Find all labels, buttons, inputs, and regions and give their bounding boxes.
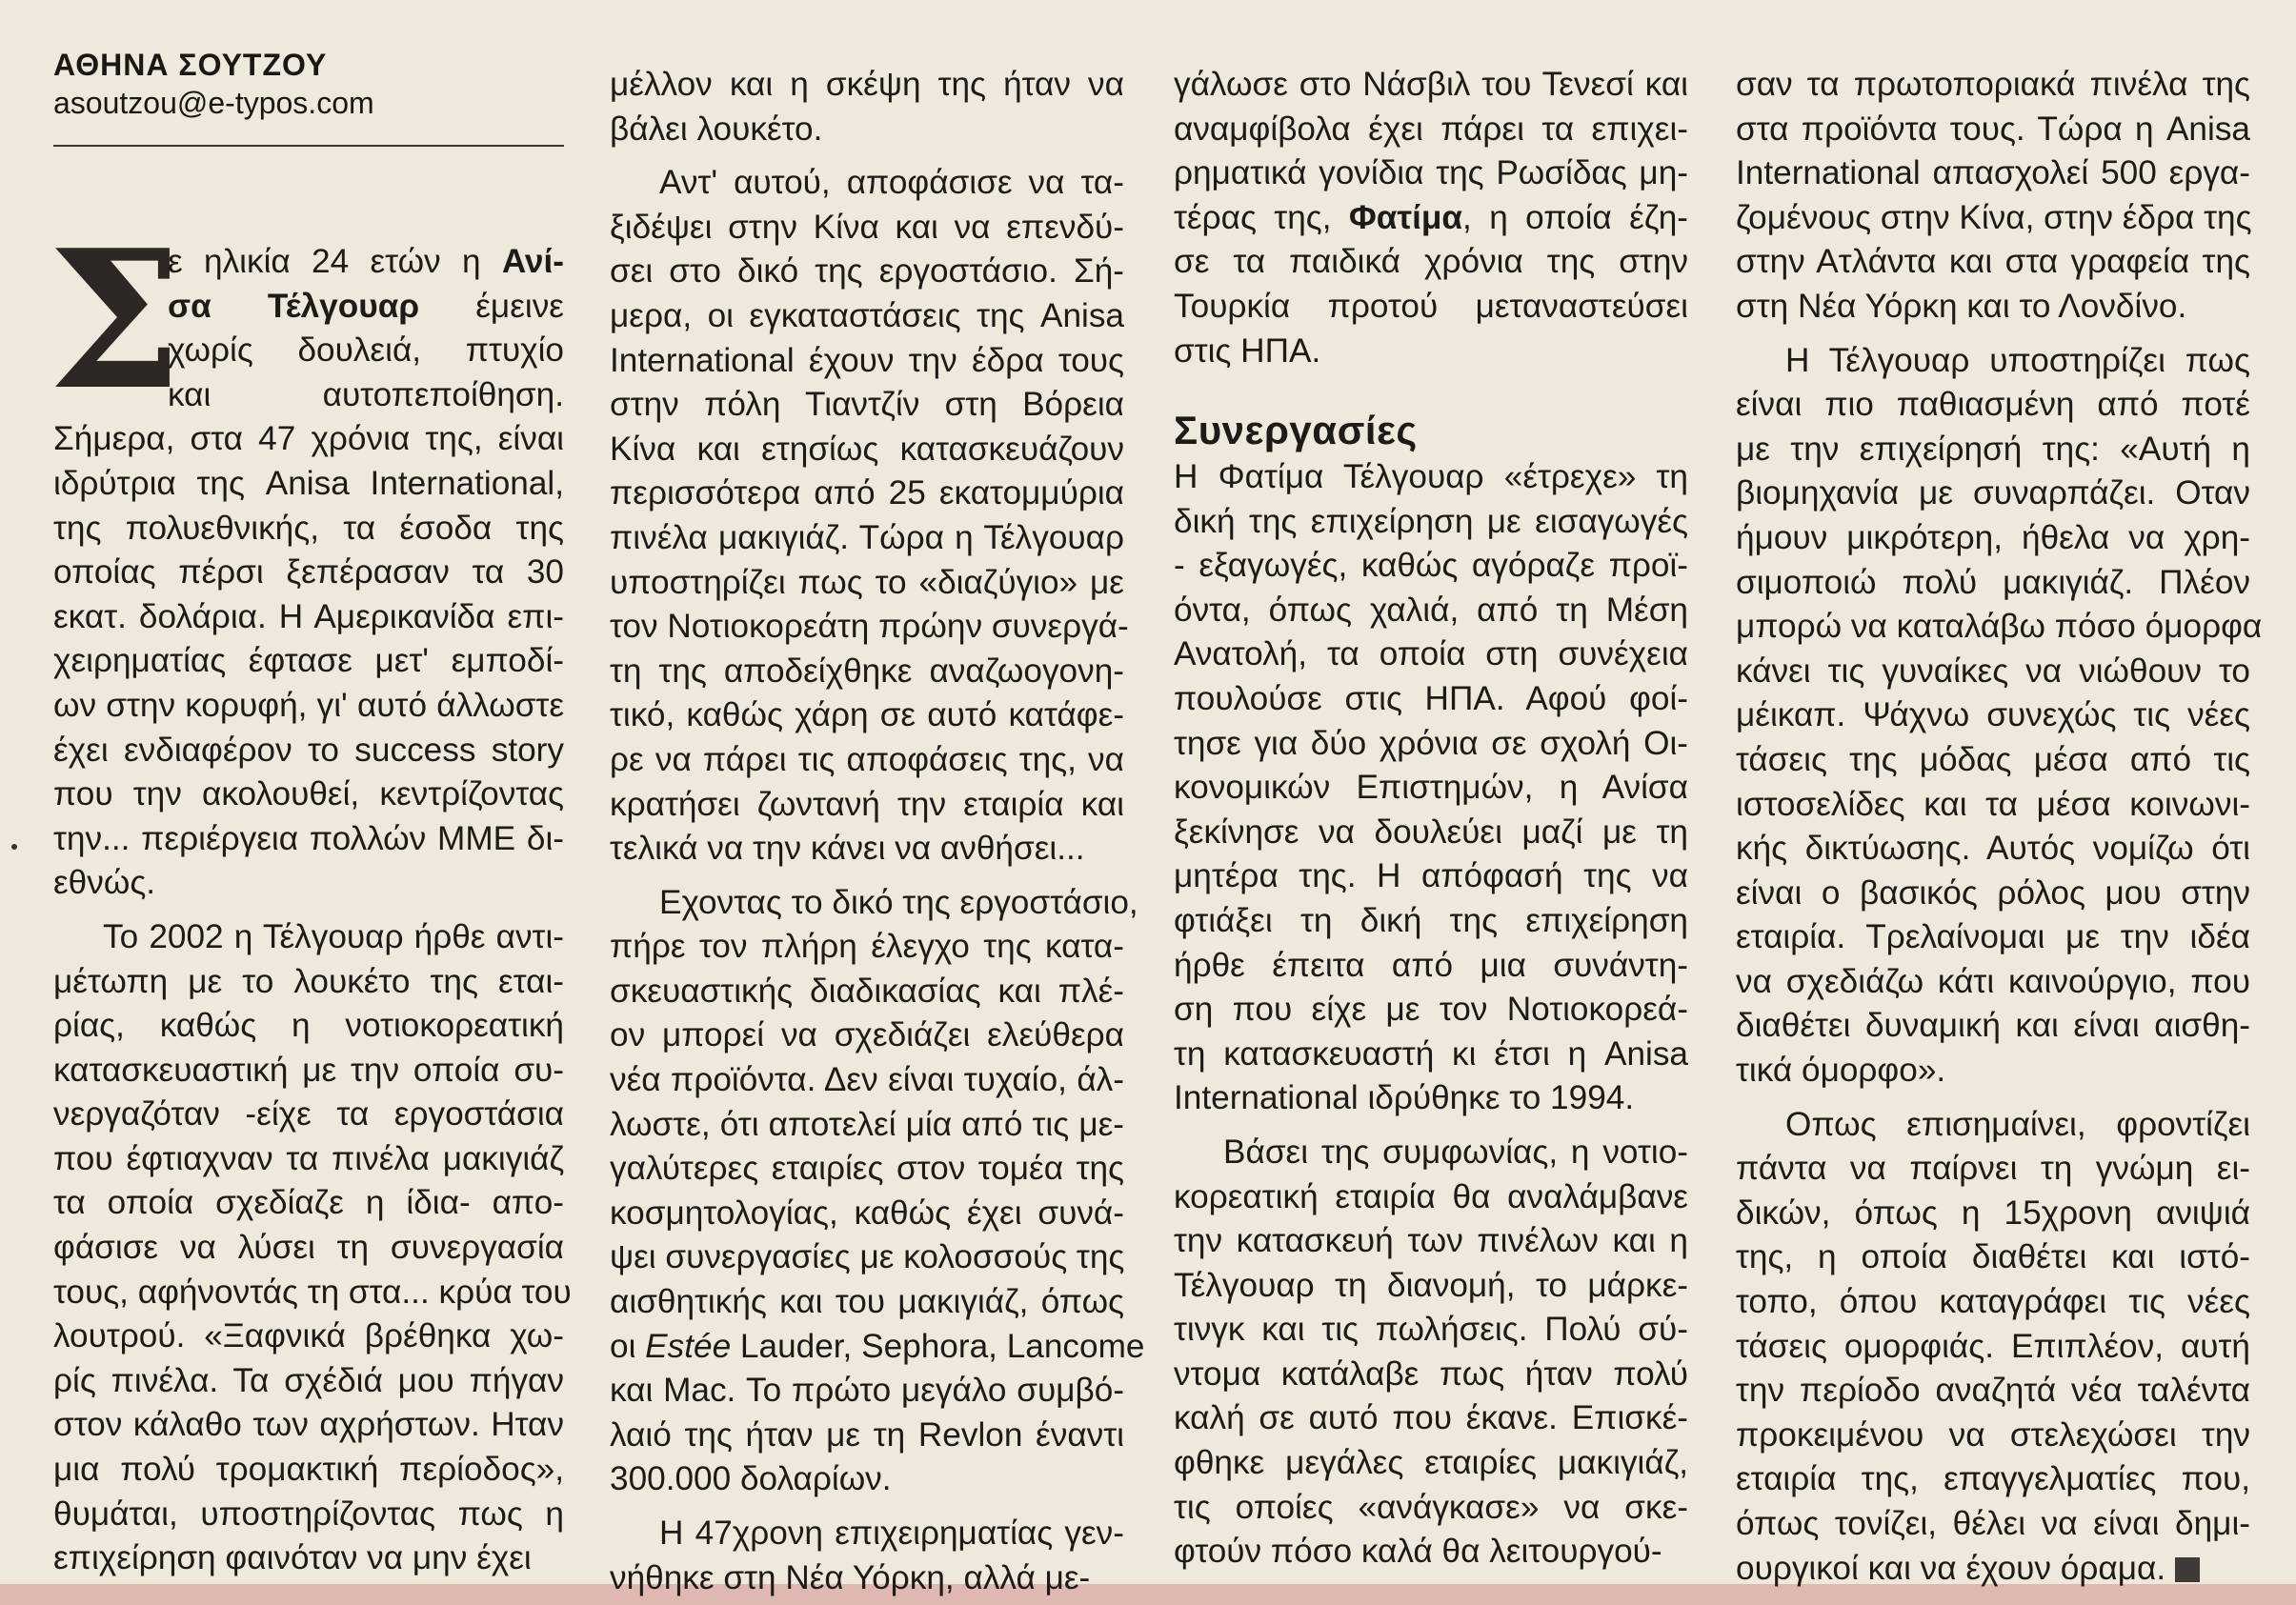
text-line: ψει συνεργασίες με κολοσσούς της [610, 1238, 1125, 1276]
text-line: ον μπορεί να σχεδιάζει ελεύθερα [610, 1016, 1124, 1054]
text-line: σα Τέλγουαρ έμεινε [168, 287, 564, 325]
text-line: χειρηματίας έφτασε μετ' εμποδί- [53, 642, 564, 680]
text-line: 300.000 δολαρίων. [610, 1460, 892, 1498]
text-line: οι Estée Lauder, Sephora, Lancome [610, 1327, 1145, 1365]
text-line: ξεκίνησε να δουλεύει μαζί με τη [1174, 813, 1688, 851]
text-line: Τέλγουαρ τη διανομή, το μάρκε- [1174, 1266, 1688, 1304]
text-line: μητέρα της. Η απόφασή της να [1174, 857, 1688, 895]
article-column-4 [1736, 63, 2263, 1591]
text-line: τις οποίες «ανάγκασε» να σκε- [1174, 1488, 1688, 1526]
text-line: ρίς πινέλα. Τα σχέδιά μου πήγαν [53, 1361, 564, 1399]
text-line: τησε για δύο χρόνια σε σχολή Οι- [1174, 724, 1688, 762]
text-line: της πολυεθνικής, τα έσοδα της [53, 509, 564, 547]
text-line: κορεατική εταιρία θα αναλάμβανε [1174, 1177, 1688, 1215]
text-line: σει στο δικό της εργοστάσιο. Σή- [610, 252, 1124, 291]
article-column-3-top [1174, 63, 1688, 373]
text-line: είναι ο βασικός ρόλος μου στην [1736, 873, 2250, 912]
text-line: σε τα παιδικά χρόνια της στην [1174, 243, 1688, 281]
text-line: Η 47χρονη επιχειρηματίας γεν- [659, 1515, 1124, 1552]
text-line: κής δικτύωσης. Αυτός νομίζω ότι [1736, 830, 2250, 868]
text-line: όπως τονίζει, θέλει να είναι δημι- [1736, 1505, 2250, 1542]
text-line: Ανατολή, τα οποία στη συνέχεια [1174, 635, 1688, 673]
text-line: φθηκε μεγάλες εταιρίες μακιγιάζ, [1174, 1444, 1688, 1482]
text-line: καλή σε αυτό που έκανε. Επισκέ- [1174, 1399, 1688, 1437]
text-line: λωστε, ότι αποτελεί μία από τις με- [610, 1105, 1124, 1143]
text-line: τους, αφήνοντάς τη στα... κρύα του [53, 1273, 572, 1311]
author-name: ΑΘΗΝΑ ΣΟΥΤΖΟΥ [53, 48, 328, 82]
text-line: στα προϊόντα τους. Τώρα η Anisa [1736, 110, 2250, 148]
text-line: σκευαστικής διαδικασίας και πλέ- [610, 972, 1124, 1010]
text-line: International ιδρύθηκε το 1994. [1174, 1079, 1635, 1117]
text-line: ων στην κορυφή, γι' αυτό άλλωστε [53, 686, 564, 724]
text-line: να σχεδιάζω κάτι καινούργιο, που [1736, 962, 2250, 1000]
text-line: τικό, καθώς χάρη σε αυτό κατάφε- [610, 696, 1124, 734]
text-line: είναι πιο παθιασμένη από ποτέ [1736, 386, 2250, 424]
text-line: εταιρία της, επαγγελματίες που, [1736, 1460, 2250, 1498]
text-line: Εχοντας το δικό της εργοστάσιο, [659, 883, 1138, 921]
text-line: τάσεις της μόδας μέσα από τις [1736, 740, 2250, 778]
text-line: αισθητικής και του μακιγιάζ, όπως [610, 1283, 1124, 1321]
text-line: ξιδέψει στην Κίνα και να επενδύ- [610, 208, 1124, 246]
text-line: Η Τέλγουαρ υποστηρίζει πως [1785, 341, 2250, 379]
author-email: asoutzou@e-typos.com [53, 86, 374, 120]
text-line: ση που είχε με τον Νοτιοκορεά- [1174, 991, 1688, 1029]
text-line: της, η οποία διαθέτει και ιστό- [1736, 1238, 2250, 1276]
text-line: ήρθε έπειτα από μια συνάντη- [1174, 946, 1688, 984]
article-column-2 [610, 63, 1145, 1600]
article-column-1 [53, 240, 572, 1581]
byline-divider [53, 145, 564, 147]
text-line: σιμοποιώ πολύ μακιγιάζ. Πλέον [1736, 563, 2250, 601]
text-line: τελικά να την κάνει να ανθήσει... [610, 830, 1085, 868]
text-line: προκειμένου να στελεχώσει την [1736, 1415, 2250, 1454]
text-line: και Mac. Το πρώτο μεγάλο συμβό- [610, 1372, 1124, 1410]
text-line: πάντα να παίρνει τη γνώμη ει- [1736, 1150, 2250, 1188]
text-line: τινγκ και τις πωλήσεις. Πολύ σύ- [1174, 1311, 1688, 1349]
text-line: σαν τα πρωτοποριακά πινέλα της [1736, 66, 2250, 103]
text-line: τοπο, όπου καταγράφει τις νέες [1736, 1283, 2250, 1321]
end-of-article-mark [2175, 1557, 2200, 1582]
text-line: - εξαγωγές, καθώς αγόραζε προϊ- [1174, 547, 1688, 585]
text-line: νεργαζόταν -είχε τα εργοστάσια [53, 1095, 564, 1134]
text-line: περισσότερα από 25 εκατομμύρια [610, 474, 1124, 512]
text-line: εταιρία. Τρελαίνομαι με την ιδέα [1736, 918, 2250, 956]
text-line: στον κάλαθο των αχρήστων. Ηταν [53, 1406, 564, 1444]
print-speck [11, 844, 17, 850]
drop-cap: Σ [48, 209, 183, 432]
text-line: πήρε τον πλήρη έλεγχο της κατα- [610, 928, 1124, 966]
text-line: τικά όμορφο». [1736, 1052, 1946, 1090]
text-line: International απασχολεί 500 εργα- [1736, 154, 2250, 192]
text-line: Το 2002 η Τέλγουαρ ήρθε αντι- [103, 917, 564, 955]
text-line: κρατήσει ζωντανή την εταιρία και [610, 785, 1124, 823]
text-line: όντα, όπως χαλιά, από τη Μέση [1174, 591, 1688, 629]
text-line: στην πόλη Τιαντζίν στη Βόρεια [610, 386, 1124, 424]
text-line: την περίοδο αναζητά νέα ταλέντα [1736, 1372, 2250, 1410]
text-line: ζομένους στην Κίνα, στην έδρα της [1736, 198, 2252, 236]
text-line: που έφτιαχναν τα πινέλα μακιγιάζ [53, 1139, 564, 1177]
text-line: μια πολύ τρομακτική περίοδος», [53, 1451, 564, 1489]
text-line: πινέλα μακιγιάζ. Τώρα η Τέλγουαρ [610, 518, 1124, 556]
text-line: φτιάξει τη δική της επιχείρηση [1174, 901, 1688, 939]
text-line: Οπως επισημαίνει, φροντίζει [1785, 1105, 2250, 1143]
text-line: στη Νέα Υόρκη και το Λονδίνο. [1736, 287, 2187, 325]
text-line: χωρίς δουλειά, πτυχίο [168, 331, 564, 370]
text-line: κάνει τις γυναίκες να νιώθουν το [1736, 652, 2250, 690]
text-line: μέτωπη με το λουκέτο της εται- [53, 962, 564, 1000]
text-line: διαθέτει δυναμική και είναι αισθη- [1736, 1007, 2250, 1045]
text-line: λουτρού. «Ξαφνικά βρέθηκα χω- [53, 1317, 564, 1355]
text-line: ρηματικά γονίδια της Ρωσίδας μη- [1174, 154, 1688, 192]
text-line: γάλωσε στο Νάσβιλ του Τενεσί και [1174, 66, 1688, 103]
text-line: λαιό της ήταν με τη Revlon έναντι [610, 1415, 1124, 1454]
text-line: επιχείρηση φαινόταν να μην έχει [53, 1539, 532, 1577]
text-line: ρίας, καθώς η νοτιοκορεατική [53, 1007, 564, 1045]
text-line: νέα προϊόντα. Δεν είναι τυχαίο, άλ- [610, 1061, 1124, 1099]
text-line: μερα, οι εγκαταστάσεις της Anisa [610, 296, 1124, 334]
text-line: ουργικοί και να έχουν όραμα. [1736, 1547, 2250, 1592]
text-line: θυμάται, υποστηρίζοντας πως η [53, 1495, 564, 1533]
text-line: ντομα κατάλαβε πως ήταν πολύ [1174, 1354, 1688, 1393]
text-line: ιδρύτρια της Anisa International, [53, 464, 564, 502]
text-line: κονομικών Επιστημών, η Ανίσα [1174, 769, 1688, 807]
text-line: τον Νοτιοκορεάτη πρώην συνεργά- [610, 608, 1129, 646]
text-line: μπορώ να καταλάβω πόσο όμορφα [1736, 608, 2263, 646]
text-line: βάλει λουκέτο. [610, 110, 823, 148]
text-line: με την επιχείρησή της: «Αυτή η [1736, 430, 2250, 468]
text-line: ρε να πάρει τις αποφάσεις της, να [610, 740, 1124, 778]
text-line: μέλλον και η σκέψη της ήταν να [610, 66, 1124, 103]
text-line: Τουρκία προτού μεταναστεύσει [1174, 287, 1688, 325]
text-line: την κατασκευή των πινέλων και η [1174, 1222, 1688, 1260]
text-line: και αυτοπεποίθηση. [168, 375, 564, 413]
text-line: μέικαπ. Ψάχνω συνεχώς τις νέες [1736, 696, 2250, 734]
text-line: εκατ. δολάρια. Η Αμερικανίδα επι- [53, 597, 564, 635]
text-line: εθνώς. [53, 864, 156, 902]
text-line: International έχουν την έδρα τους [610, 341, 1124, 379]
section-subheading: Συνεργασίες [1174, 408, 1418, 452]
text-line: ιστοσελίδες και τα μέσα κοινωνι- [1736, 785, 2250, 823]
text-line: Αντ' αυτού, αποφάσισε να τα- [659, 164, 1124, 202]
text-line: την... περιέργεια πολλών ΜΜΕ δι- [53, 819, 564, 857]
text-line: νήθηκε στη Νέα Υόρκη, αλλά με- [610, 1558, 1091, 1596]
text-line: τη κατασκευαστή κι έτσι η Anisa [1174, 1034, 1688, 1073]
article-column-3-bottom [1174, 455, 1688, 1575]
text-line: Σήμερα, στα 47 χρόνια της, είναι [53, 420, 564, 458]
text-line: βιομηχανία με συναρπάζει. Οταν [1736, 474, 2250, 512]
text-line: υποστηρίζει πως το «διαζύγιο» με [610, 563, 1124, 601]
text-line: φάσισε να λύσει τη συνεργασία [53, 1229, 564, 1267]
text-line: γαλύτερες εταιρίες στον τομέα της [610, 1150, 1124, 1188]
text-line: που την ακολουθεί, κεντρίζοντας [53, 775, 564, 813]
text-line: ε ηλικία 24 ετών η Ανί- [168, 243, 564, 280]
text-line: στην Ατλάντα και στα γραφεία της [1736, 243, 2250, 281]
text-line: φτούν πόσο καλά θα λειτουργού- [1174, 1533, 1662, 1571]
text-line: κατασκευαστική με την οποία συ- [53, 1051, 564, 1089]
text-line: ήμουν μικρότερη, ήθελα να χρη- [1736, 518, 2250, 556]
text-line: αναμφίβολα έχει πάρει τα επιχει- [1174, 110, 1688, 148]
text-line: πουλούσε στις ΗΠΑ. Αφού φοί- [1174, 679, 1688, 717]
text-line: έχει ενδιαφέρον το success story [53, 731, 564, 769]
text-line: στις ΗΠΑ. [1174, 331, 1321, 370]
text-line: Βάσει της συμφωνίας, η νοτιο- [1223, 1133, 1688, 1171]
text-line: δικών, όπως η 15χρονη ανιψιά [1736, 1194, 2250, 1232]
text-line: οποίας πέρσι ξεπέρασαν τα 30 [53, 553, 564, 592]
text-line: τέρας της, Φατίμα, η οποία έζη- [1174, 198, 1688, 236]
text-line: δική της επιχείρηση με εισαγωγές [1174, 502, 1688, 540]
text-line: Κίνα και ετησίως κατασκευάζουν [610, 430, 1124, 468]
text-line: τάσεις ομορφιάς. Επιπλέον, αυτή [1736, 1327, 2250, 1365]
text-line: κοσμητολογίας, καθώς έχει συνά- [610, 1194, 1124, 1232]
text-line: τη της αποδείχθηκε αναζωογονη- [610, 652, 1124, 690]
text-line: Η Φατίμα Τέλγουαρ «έτρεχε» τη [1174, 458, 1688, 495]
text-line: τα οποία σχεδίαζε η ίδια- απο- [53, 1184, 564, 1222]
